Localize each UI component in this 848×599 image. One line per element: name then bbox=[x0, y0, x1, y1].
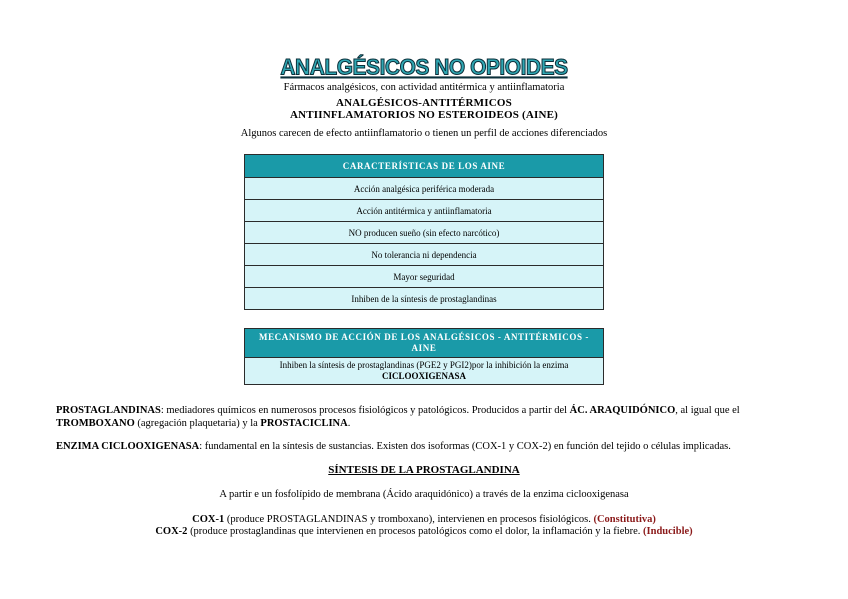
aine-heading-line1: ANALGÉSICOS-ANTITÉRMICOS bbox=[336, 97, 512, 109]
tromboxano-term: TROMBOXANO bbox=[56, 418, 135, 429]
cox1-term: COX-1 bbox=[192, 514, 225, 525]
mechanism-table-header: MECANISMO DE ACCIÓN DE LOS ANALGÉSICOS - ANTITÉRMICOS - AINE bbox=[245, 329, 604, 358]
characteristic-row: Acción antitérmica y antiinflamatoria bbox=[245, 200, 604, 222]
sintesis-intro: A partir e un fosfolípido de membrana (Ácido araquidónico) a través de la enzima ciclooxigenasa bbox=[219, 489, 629, 500]
enzima-paragraph bbox=[56, 440, 796, 453]
sintesis-heading: SÍNTESIS DE LA PROSTAGLANDINA bbox=[328, 464, 520, 476]
cox2-text: (produce prostaglandinas que intervienen en procesos patológicos como el dolor, la inflamación y la fiebre. bbox=[187, 526, 644, 537]
cox2-line bbox=[0, 526, 848, 537]
characteristics-table bbox=[244, 154, 604, 310]
mechanism-table bbox=[244, 328, 604, 385]
mechanism-text: Inhiben la síntesis de prostaglandinas (PGE2 y PGI2)por la inhibición la enzima bbox=[279, 360, 569, 370]
prostaglandinas-paragraph bbox=[56, 404, 796, 430]
prostaglandinas-text4: . bbox=[347, 418, 351, 429]
cox1-tag: (Constitutiva) bbox=[593, 514, 656, 525]
characteristic-row: Acción analgésica periférica moderada bbox=[245, 178, 604, 200]
aine-heading-line2: ANTIINFLAMATORIOS NO ESTEROIDEOS (AINE) bbox=[289, 109, 559, 121]
prostaglandinas-text1: : mediadores químicos en numerosos procesos fisiológicos y patológicos. Producidos a partir del bbox=[160, 405, 570, 416]
cox1-text: (produce PROSTAGLANDINAS y tromboxano), intervienen en procesos fisiológicos. bbox=[224, 514, 594, 525]
mechanism-description bbox=[245, 358, 604, 385]
characteristic-row: No tolerancia ni dependencia bbox=[245, 244, 604, 266]
enzima-text: : fundamental en la síntesis de sustancias. Existen dos isoformas (COX-1 y COX-2) en función del tejido o células implicadas. bbox=[199, 441, 731, 452]
cox2-term: COX-2 bbox=[155, 526, 188, 537]
enzima-term: ENZIMA CICLOOXIGENASA bbox=[56, 441, 200, 452]
aine-note: Algunos carecen de efecto antiinflamatorio o tienen un perfil de acciones diferenciados bbox=[240, 128, 608, 139]
prostaglandinas-term: PROSTAGLANDINAS bbox=[56, 405, 161, 416]
characteristics-table-header: CARACTERÍSTICAS DE LOS AINE bbox=[245, 155, 604, 178]
cox2-tag: (Inducible) bbox=[643, 526, 693, 537]
acido-araquidonico-term: ÁC. ARAQUIDÓNICO bbox=[569, 405, 676, 416]
characteristic-row: Inhiben de la síntesis de prostaglandinas bbox=[245, 288, 604, 310]
prostaglandinas-text3: (agregación plaquetaria) y la bbox=[134, 418, 261, 429]
characteristic-row: NO producen sueño (sin efecto narcótico) bbox=[245, 222, 604, 244]
page-title: ANALGÉSICOS NO OPIOIDES bbox=[280, 55, 568, 80]
prostaglandinas-text2: , al igual que el bbox=[675, 405, 740, 416]
mechanism-enzyme: CICLOOXIGENASA bbox=[381, 371, 466, 381]
prostaciclina-term: PROSTACICLINA bbox=[260, 418, 348, 429]
page-subtitle: Fármacos analgésicos, con actividad antitérmica y antiinflamatoria bbox=[283, 82, 565, 93]
cox1-line bbox=[0, 514, 848, 525]
characteristic-row: Mayor seguridad bbox=[245, 266, 604, 288]
